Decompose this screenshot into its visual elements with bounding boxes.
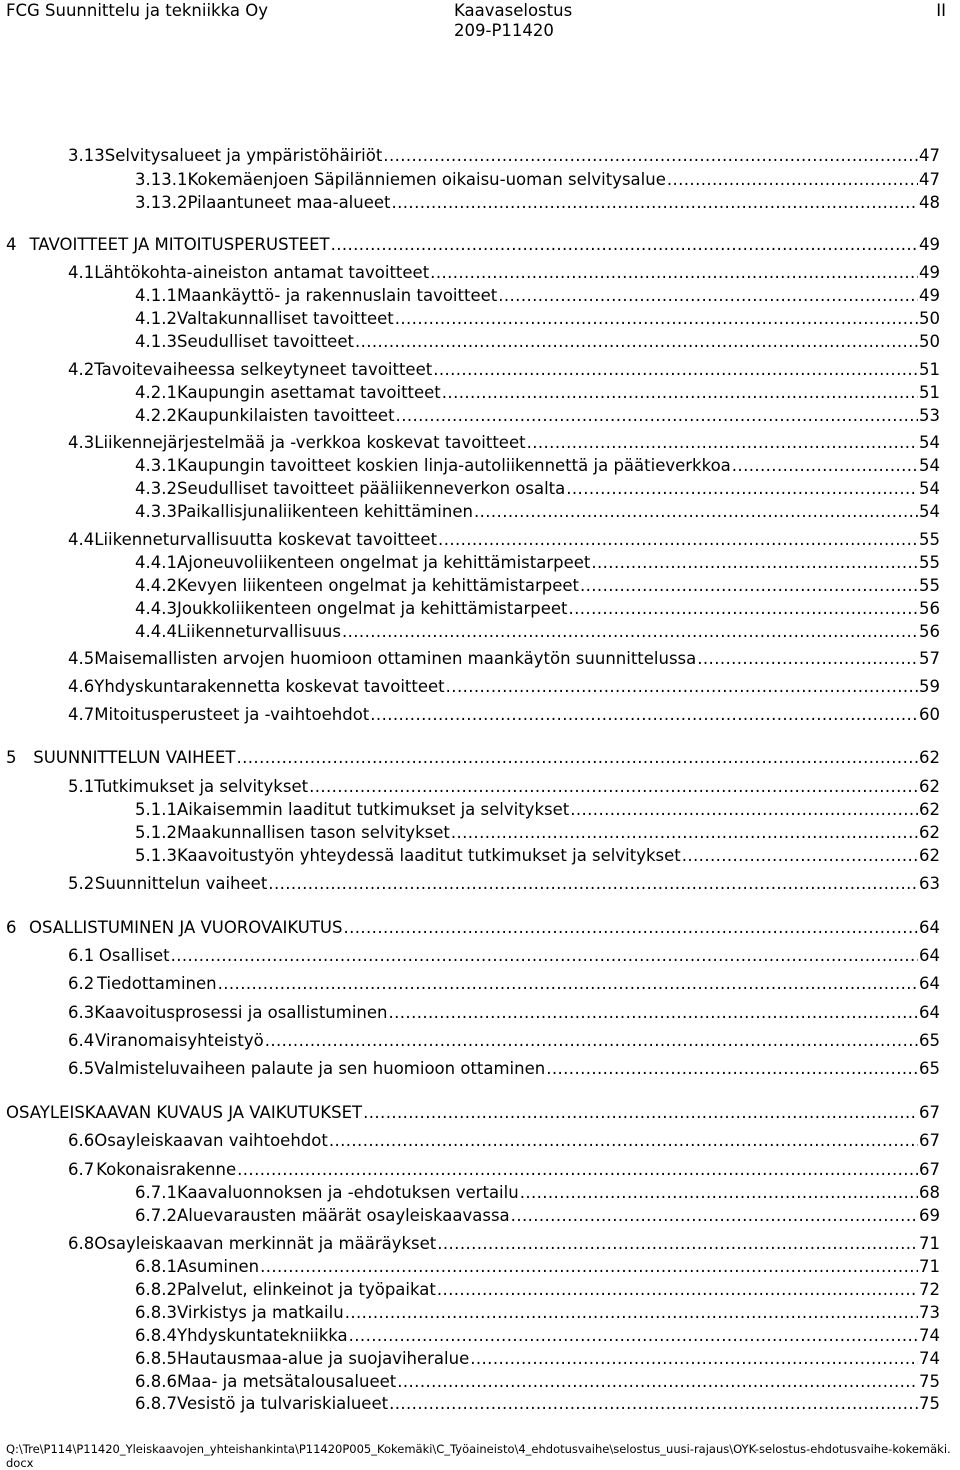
toc-entry-title: Tutkimukset ja selvitykset	[94, 777, 309, 796]
toc-entry[interactable]	[135, 823, 940, 843]
toc-entry-page: 59	[919, 677, 940, 696]
project-code: 209-P11420	[454, 21, 554, 40]
dot-leader	[388, 1003, 918, 1023]
toc-entry-number: 4.7	[68, 705, 95, 724]
toc-entry-page: 49	[919, 235, 940, 254]
dot-leader	[446, 677, 918, 697]
toc-entry-title: Vesistö ja tulvariskialueet	[176, 1394, 389, 1413]
dot-leader	[395, 309, 918, 329]
toc-entry-title: Osayleiskaavan vaihtoehdot	[94, 1131, 328, 1150]
toc-entry-page: 47	[919, 170, 940, 189]
toc-entry-title: SUUNNITTELUN VAIHEET	[33, 748, 236, 767]
toc-entry[interactable]	[68, 1031, 940, 1051]
toc-entry[interactable]	[135, 1303, 940, 1323]
toc-entry-title: Kaupunkilaisten tavoitteet	[176, 406, 395, 425]
toc-entry[interactable]	[68, 1234, 940, 1254]
toc-entry-title: Liikenneturvallisuutta koskevat tavoitteet	[94, 530, 438, 549]
toc-entry-title: Viranomaisyhteistyö	[95, 1031, 264, 1050]
toc-entry-page: 55	[919, 553, 940, 572]
toc-entry[interactable]	[68, 146, 940, 166]
dot-leader	[451, 823, 918, 843]
toc-entry-page: 65	[919, 1059, 940, 1078]
toc-entry[interactable]	[68, 777, 940, 797]
toc-entry-title: Tavoitevaiheessa selkeytyneet tavoitteet	[94, 360, 433, 379]
toc-entry-number: 5	[6, 748, 17, 767]
file-path-footer: Q:\Tre\P114\P11420_Yleiskaavojen_yhteishankinta\P11420P005_Kokemäki\C_Työaineisto\4_ehdotusvaihe\selostus_uusi-rajaus\OYK-selostus-ehdotusvaihe-kokemäki.docx	[6, 1442, 951, 1470]
dot-leader	[667, 170, 918, 190]
toc-entry[interactable]	[68, 433, 940, 453]
toc-entry-number: 6.8.7	[135, 1394, 177, 1413]
toc-entry-page: 56	[919, 599, 940, 618]
toc-entry-number: 4.1.3	[135, 332, 177, 351]
toc-entry-number: 4.3.1	[135, 456, 177, 475]
page-number: II	[936, 1, 946, 20]
toc-entry-number: 6.7.2	[135, 1206, 177, 1225]
toc-entry-page: 62	[919, 777, 940, 796]
toc-entry-title: Paikallisjunaliikenteen kehittäminen	[176, 502, 473, 521]
toc-entry-title: Tiedottaminen	[96, 974, 217, 993]
toc-entry-title: Maankäyttö- ja rakennuslain tavoitteet	[176, 286, 498, 305]
dot-leader	[437, 1280, 918, 1300]
toc-entry-page: 71	[919, 1257, 940, 1276]
dot-leader	[566, 479, 918, 499]
toc-entry-page: 50	[919, 309, 940, 328]
dot-leader	[363, 1103, 918, 1123]
toc-entry[interactable]	[135, 1349, 940, 1369]
dot-leader	[442, 383, 918, 403]
dot-leader	[437, 1234, 918, 1254]
toc-entry-title: Selvitysalueet ja ympäristöhäiriöt	[104, 146, 383, 165]
dot-leader	[329, 1131, 918, 1151]
toc-entry-page: 56	[919, 622, 940, 641]
dot-leader	[268, 874, 918, 894]
toc-entry-number: 5.1	[68, 777, 95, 796]
toc-entry-number: 6.8	[68, 1234, 95, 1253]
toc-entry-title: Kaupungin tavoitteet koskien linja-autoliikennettä ja päätieverkkoa	[176, 456, 731, 475]
toc-entry-number: 6.2	[68, 974, 95, 993]
toc-entry[interactable]	[68, 530, 940, 550]
toc-entry-title: Ajoneuvoliikenteen ongelmat ja kehittämistarpeet	[176, 553, 591, 572]
page-header	[0, 0, 960, 44]
toc-entry-title: Kaupungin asettamat tavoitteet	[176, 383, 441, 402]
toc-entry-title: Kaavoitusprosessi ja osallistuminen	[94, 1003, 388, 1022]
document-title: Kaavaselostus	[454, 1, 573, 20]
dot-leader	[527, 433, 918, 453]
toc-entry-page: 62	[919, 846, 940, 865]
toc-entry-page: 71	[919, 1234, 940, 1253]
toc-entry-title: Suunnittelun vaiheet	[94, 874, 268, 893]
toc-entry-number: 6.8.2	[135, 1280, 177, 1299]
toc-entry-page: 48	[919, 193, 940, 212]
toc-entry-page: 54	[919, 479, 940, 498]
toc-entry-number: 6.3	[68, 1003, 95, 1022]
toc-entry-page: 65	[919, 1031, 940, 1050]
toc-entry-number: 4.3	[68, 433, 95, 452]
toc-entry-number: 6.7.1	[135, 1183, 177, 1202]
toc-entry[interactable]	[68, 974, 940, 994]
toc-entry-number: 6.8.3	[135, 1303, 177, 1322]
toc-entry[interactable]	[135, 286, 940, 306]
toc-entry-title: Seudulliset tavoitteet	[176, 332, 354, 351]
dot-leader	[591, 553, 918, 573]
toc-entry-title: Osalliset	[98, 946, 170, 965]
toc-entry-number: 5.1.2	[135, 823, 177, 842]
toc-entry-number: 5.1.3	[135, 846, 177, 865]
toc-entry-page: 75	[919, 1394, 940, 1413]
dot-leader	[236, 748, 918, 768]
toc-entry-title: Mitoitusperusteet ja -vaihtoehdot	[94, 705, 370, 724]
toc-entry[interactable]	[135, 1326, 940, 1346]
toc-entry-number: 4.1.1	[135, 286, 177, 305]
dot-leader	[511, 1206, 918, 1226]
toc-entry-number: 4.6	[68, 677, 95, 696]
toc-entry-title: Liikennejärjestelmää ja -verkkoa koskevat tavoitteet	[94, 433, 526, 452]
toc-entry-number: 4.4.2	[135, 576, 177, 595]
toc-entry-number: 6.1	[68, 946, 95, 965]
toc-entry-page: 50	[919, 332, 940, 351]
dot-leader	[474, 502, 918, 522]
toc-entry-number: 4.2.1	[135, 383, 177, 402]
toc-entry-page: 62	[919, 823, 940, 842]
toc-entry-page: 69	[919, 1206, 940, 1225]
dot-leader	[397, 1372, 918, 1392]
toc-entry[interactable]	[6, 1103, 940, 1123]
toc-entry[interactable]	[135, 383, 940, 403]
dot-leader	[433, 360, 918, 380]
toc-entry[interactable]	[135, 1394, 940, 1414]
toc-entry-title: TAVOITTEET JA MITOITUSPERUSTEET	[29, 235, 330, 254]
toc-entry-page: 60	[919, 705, 940, 724]
dot-leader	[570, 800, 918, 820]
toc-entry-page: 72	[919, 1280, 940, 1299]
toc-entry[interactable]	[135, 479, 940, 499]
dot-leader	[392, 193, 919, 213]
toc-entry[interactable]	[135, 193, 940, 213]
toc-entry[interactable]	[68, 1131, 940, 1151]
toc-entry-page: 51	[919, 360, 940, 379]
toc-entry-number: 4.4	[68, 530, 95, 549]
toc-entry[interactable]	[68, 1059, 940, 1079]
dot-leader	[218, 974, 918, 994]
toc-entry-number: 6.8.1	[135, 1257, 177, 1276]
dot-leader	[546, 1059, 918, 1079]
toc-entry[interactable]	[135, 332, 940, 352]
toc-entry-page: 62	[919, 800, 940, 819]
toc-entry-title: Maa- ja metsätalousalueet	[176, 1372, 397, 1391]
toc-entry-title: OSAYLEISKAAVAN KUVAUS JA VAIKUTUKSET	[6, 1103, 363, 1122]
dot-leader	[438, 530, 918, 550]
toc-entry-page: 47	[919, 146, 940, 165]
toc-entry-page: 49	[919, 263, 940, 282]
toc-entry-number: 3.13.2	[135, 193, 188, 212]
toc-entry[interactable]	[135, 599, 940, 619]
toc-entry[interactable]	[68, 874, 940, 894]
toc-entry-title: Hautausmaa-alue ja suojaviheralue	[176, 1349, 470, 1368]
toc-entry-title: Palvelut, elinkeinot ja työpaikat	[176, 1280, 436, 1299]
toc-entry-number: 6.7	[68, 1160, 95, 1179]
toc-entry[interactable]	[135, 309, 940, 329]
toc-entry[interactable]	[135, 1280, 940, 1300]
toc-entry[interactable]	[68, 677, 940, 697]
toc-entry-title: Kevyen liikenteen ongelmat ja kehittämistarpeet	[176, 576, 579, 595]
toc-entry-title: Yhdyskuntarakennetta koskevat tavoitteet	[94, 677, 445, 696]
toc-entry-title: Maisemallisten arvojen huomioon ottaminen maankäytön suunnittelussa	[94, 649, 697, 668]
toc-entry-page: 67	[919, 1131, 940, 1150]
toc-entry[interactable]	[135, 170, 940, 190]
toc-entry-title: Aluevarausten määrät osayleiskaavassa	[176, 1206, 510, 1225]
toc-entry-title: Pilaantuneet maa-alueet	[187, 193, 391, 212]
toc-entry[interactable]	[6, 918, 940, 938]
toc-entry-page: 55	[919, 576, 940, 595]
toc-entry-number: 4.1.2	[135, 309, 177, 328]
toc-entry-number: 4.5	[68, 649, 95, 668]
toc-entry-number: 4.2	[68, 360, 95, 379]
toc-entry-title: Maakunnallisen tason selvitykset	[176, 823, 450, 842]
toc-entry[interactable]	[6, 235, 940, 255]
toc-entry[interactable]	[135, 502, 940, 522]
toc-entry-title: Valmisteluvaiheen palaute ja sen huomioon ottaminen	[94, 1059, 546, 1078]
toc-entry-page: 74	[919, 1349, 940, 1368]
dot-leader	[383, 146, 918, 166]
toc-entry[interactable]	[135, 622, 940, 642]
company-name: FCG Suunnittelu ja tekniikka Oy	[6, 1, 268, 20]
toc-entry-number: 4.1	[68, 263, 95, 282]
dot-leader	[389, 1394, 918, 1414]
dot-leader	[342, 622, 918, 642]
toc-entry-number: 6	[6, 918, 17, 937]
toc-entry-number: 6.4	[68, 1031, 95, 1050]
toc-entry-page: 74	[919, 1326, 940, 1345]
toc-entry-page: 54	[919, 433, 940, 452]
toc-entry-title: OSALLISTUMINEN JA VUOROVAIKUTUS	[28, 918, 343, 937]
toc-entry-title: Kokemäenjoen Säpilänniemen oikaisu-uoman selvitysalue	[187, 170, 666, 189]
toc-entry-page: 63	[919, 874, 940, 893]
toc-entry-title: Joukkoliikenteen ongelmat ja kehittämistarpeet	[176, 599, 568, 618]
toc-entry-number: 4.4.3	[135, 599, 177, 618]
toc-entry[interactable]	[135, 406, 940, 426]
toc-entry[interactable]	[68, 946, 940, 966]
toc-entry-number: 3.13.1	[135, 170, 188, 189]
toc-entry-title: Lähtökohta-aineiston antamat tavoitteet	[94, 263, 430, 282]
toc-entry-page: 64	[919, 918, 940, 937]
toc-entry-page: 67	[919, 1160, 940, 1179]
toc-entry-title: Kaavaluonnoksen ja -ehdotuksen vertailu	[176, 1183, 519, 1202]
toc-entry-title: Valtakunnalliset tavoitteet	[176, 309, 394, 328]
toc-entry-title: Yhdyskuntatekniikka	[176, 1326, 348, 1345]
toc-entry-number: 4.3.2	[135, 479, 177, 498]
toc-entry[interactable]	[135, 1206, 940, 1226]
toc-entry-number: 5.1.1	[135, 800, 177, 819]
toc-entry[interactable]	[68, 1160, 940, 1180]
toc-entry-number: 4.4.4	[135, 622, 177, 641]
dot-leader	[349, 1326, 918, 1346]
dot-leader	[265, 1031, 918, 1051]
dot-leader	[343, 918, 918, 938]
toc-entry[interactable]	[135, 1257, 940, 1277]
toc-entry-number: 4	[6, 235, 17, 254]
toc-entry-number: 6.8.6	[135, 1372, 177, 1391]
toc-entry-page: 73	[919, 1303, 940, 1322]
toc-entry-number: 3.13	[68, 146, 105, 165]
toc-entry-page: 67	[919, 1103, 940, 1122]
toc-entry-title: Liikenneturvallisuus	[176, 622, 341, 641]
dot-leader	[682, 846, 918, 866]
toc-entry-number: 5.2	[68, 874, 95, 893]
toc-entry-title: Kaavoitustyön yhteydessä laaditut tutkimukset ja selvitykset	[176, 846, 681, 865]
toc-entry[interactable]	[68, 263, 940, 283]
toc-entry-number: 6.6	[68, 1131, 95, 1150]
toc-entry-page: 64	[919, 1003, 940, 1022]
toc-entry-number: 6.8.5	[135, 1349, 177, 1368]
toc-entry[interactable]	[68, 705, 940, 725]
toc-entry[interactable]	[135, 553, 940, 573]
dot-leader	[520, 1183, 918, 1203]
dot-leader	[396, 406, 918, 426]
toc-entry-page: 64	[919, 974, 940, 993]
toc-entry[interactable]	[6, 748, 940, 768]
toc-entry[interactable]	[135, 800, 940, 820]
dot-leader	[580, 576, 918, 596]
toc-entry[interactable]	[135, 1183, 940, 1203]
toc-entry-number: 4.4.1	[135, 553, 177, 572]
toc-entry-page: 64	[919, 946, 940, 965]
dot-leader	[355, 332, 918, 352]
toc-entry[interactable]	[68, 1003, 940, 1023]
toc-entry[interactable]	[135, 576, 940, 596]
dot-leader	[732, 456, 918, 476]
dot-leader	[569, 599, 919, 619]
toc-entry-page: 55	[919, 530, 940, 549]
toc-entry-page: 62	[919, 748, 940, 767]
dot-leader	[498, 286, 918, 306]
toc-entry-page: 57	[919, 649, 940, 668]
toc-entry-page: 51	[919, 383, 940, 402]
dot-leader	[237, 1160, 918, 1180]
toc-entry-number: 6.5	[68, 1059, 95, 1078]
dot-leader	[370, 705, 918, 725]
toc-entry[interactable]	[68, 649, 940, 669]
dot-leader	[260, 1257, 918, 1277]
dot-leader	[697, 649, 918, 669]
toc-entry[interactable]	[135, 456, 940, 476]
toc-entry-number: 4.2.2	[135, 406, 177, 425]
toc-entry[interactable]	[135, 1372, 940, 1392]
toc-entry[interactable]	[68, 360, 940, 380]
toc-entry-number: 6.8.4	[135, 1326, 177, 1345]
dot-leader	[430, 263, 918, 283]
toc-entry-title: Aikaisemmin laaditut tutkimukset ja selvitykset	[176, 800, 570, 819]
toc-entry-title: Osayleiskaavan merkinnät ja määräykset	[94, 1234, 437, 1253]
toc-entry-page: 54	[919, 502, 940, 521]
toc-entry-page: 53	[919, 406, 940, 425]
toc-entry[interactable]	[135, 846, 940, 866]
dot-leader	[171, 946, 918, 966]
toc-entry-page: 68	[919, 1183, 940, 1202]
toc-entry-title: Seudulliset tavoitteet pääliikenneverkon osalta	[176, 479, 566, 498]
toc-entry-page: 54	[919, 456, 940, 475]
toc-entry-title: Asuminen	[176, 1257, 260, 1276]
toc-entry-page: 75	[919, 1372, 940, 1391]
dot-leader	[331, 235, 918, 255]
toc-entry-number: 4.3.3	[135, 502, 177, 521]
dot-leader	[345, 1303, 918, 1323]
dot-leader	[470, 1349, 918, 1369]
dot-leader	[309, 777, 918, 797]
toc-entry-page: 49	[919, 286, 940, 305]
toc-entry-title: Kokonaisrakenne	[96, 1160, 237, 1179]
toc-entry-title: Virkistys ja matkailu	[176, 1303, 344, 1322]
